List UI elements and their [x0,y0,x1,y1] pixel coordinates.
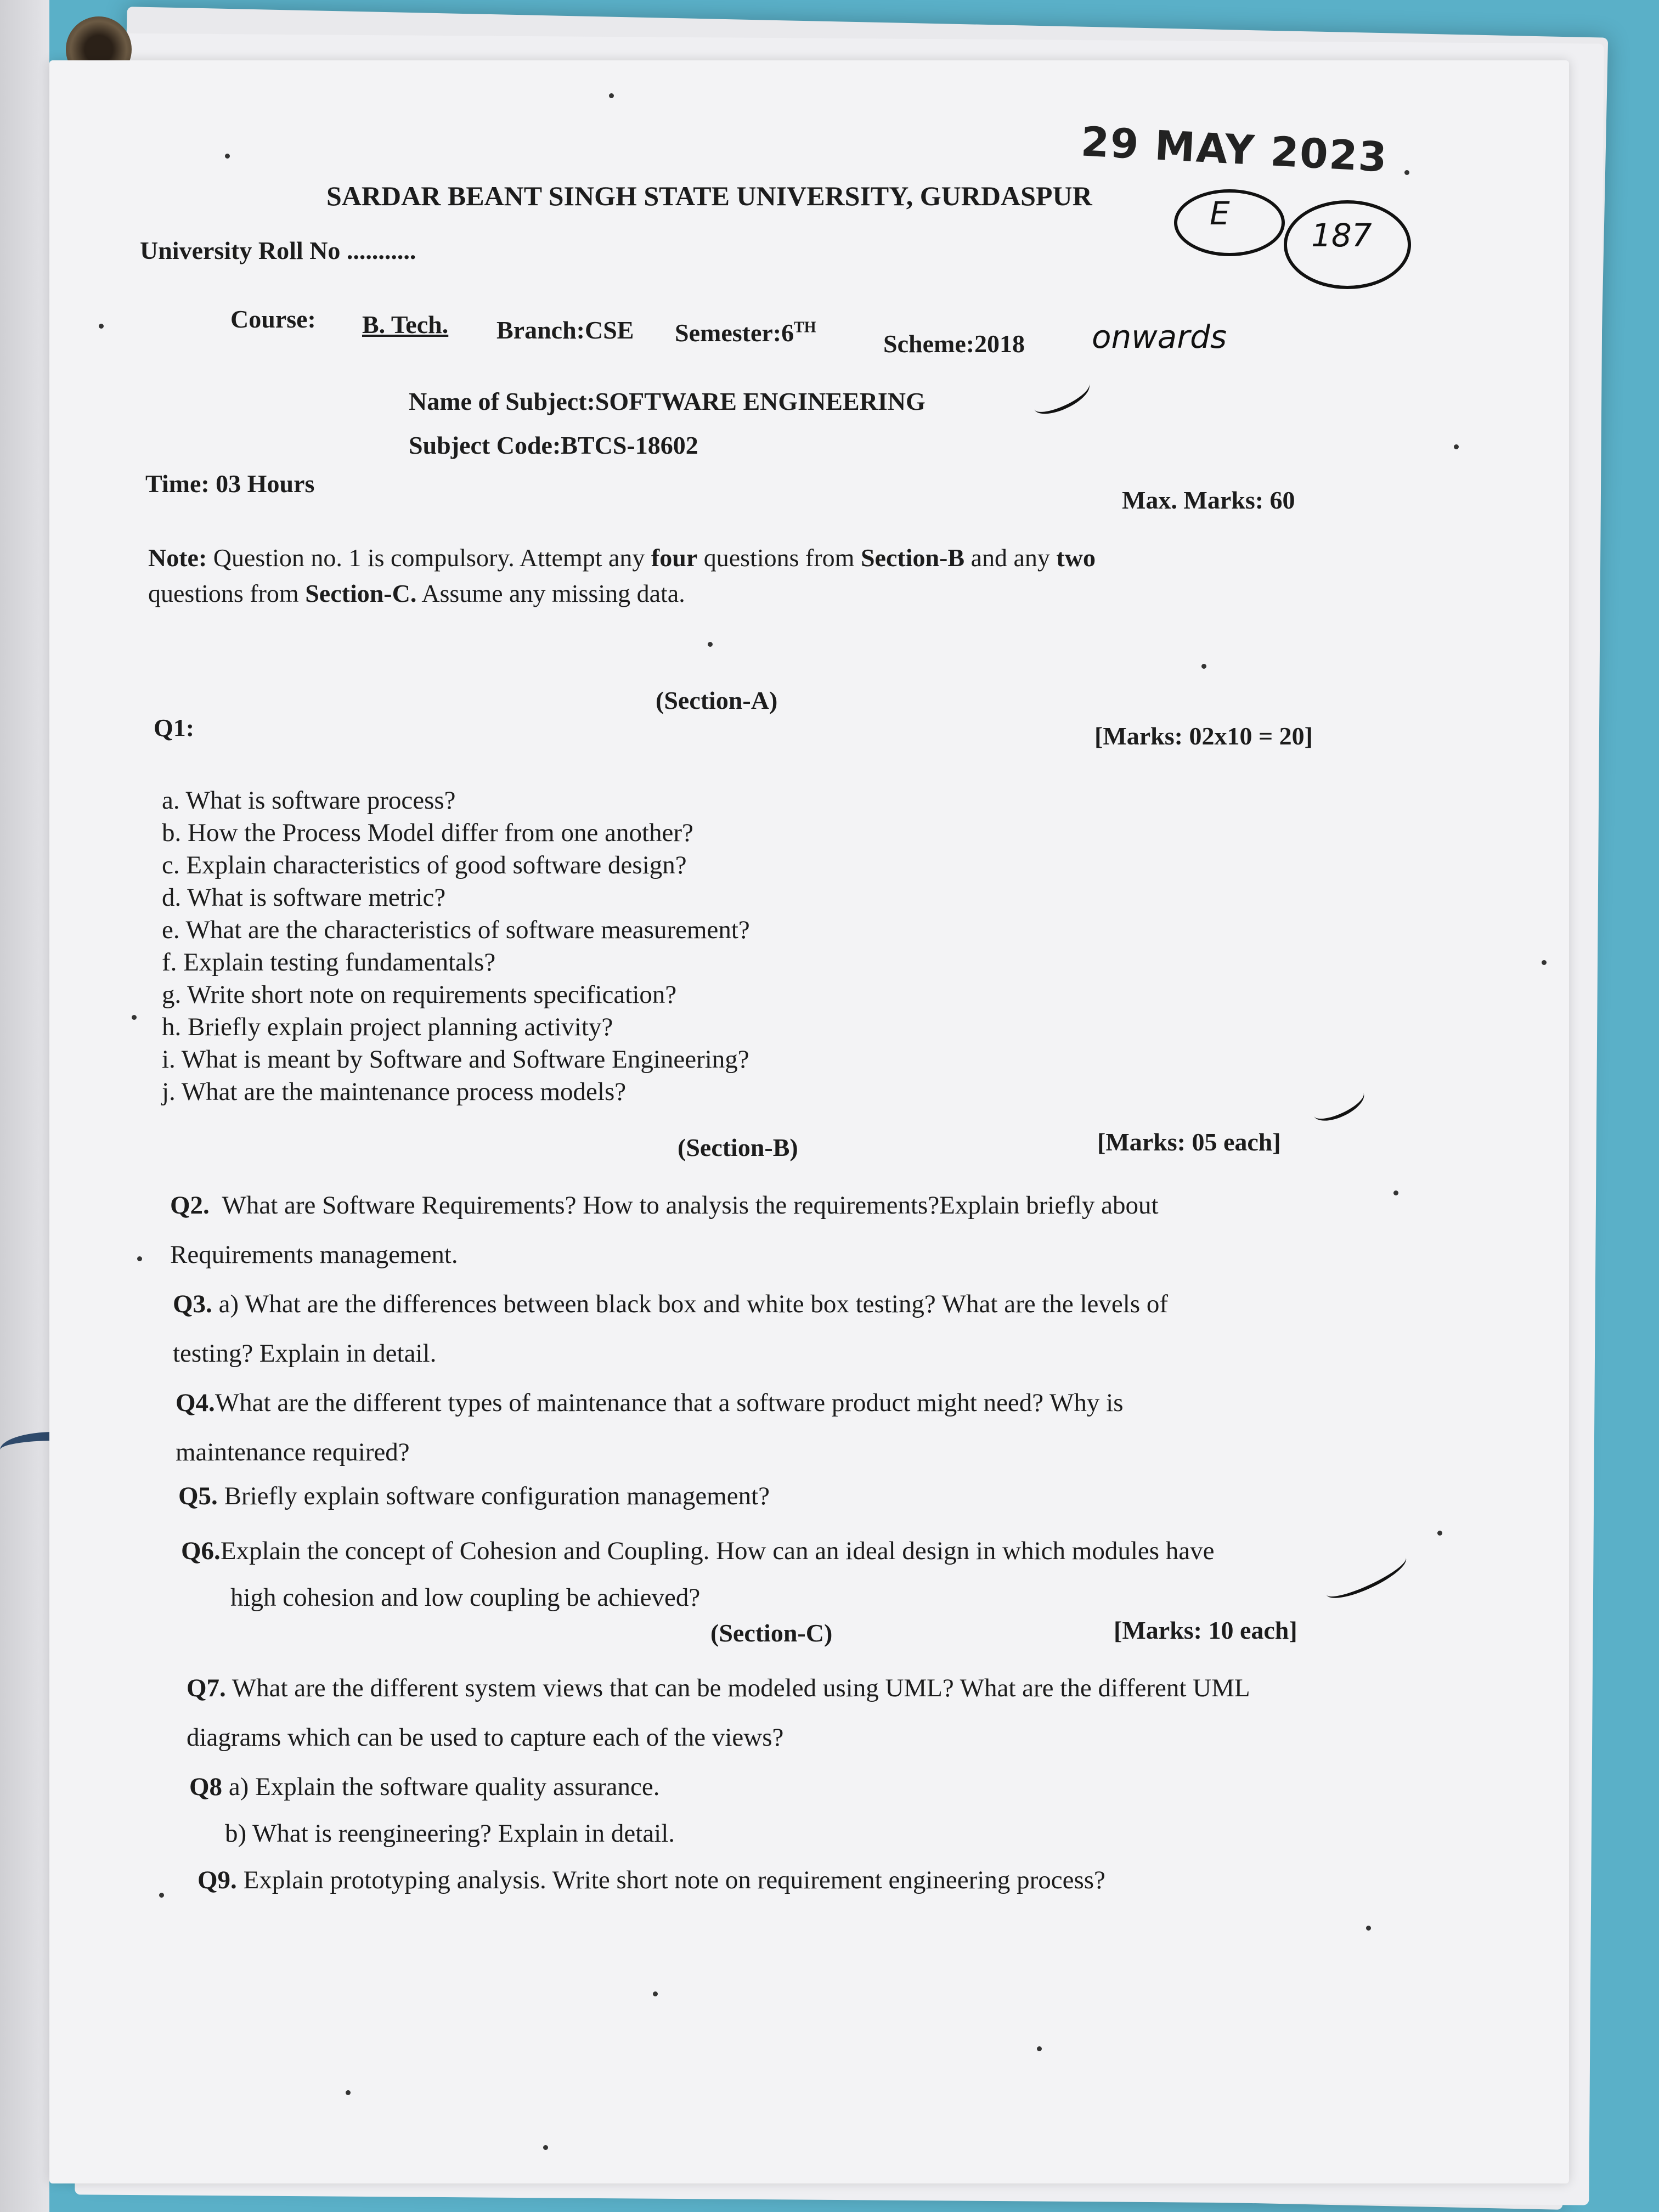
set-mark: E [1210,195,1230,232]
subject-code: Subject Code:BTCS-18602 [409,431,698,459]
speckle [653,1991,658,1996]
q6-line-2: high cohesion and low coupling be achieved? [230,1583,701,1612]
q8-text: a) Explain the software quality assurance. [228,1773,660,1801]
speckle [609,93,614,98]
exam-time: Time: 03 Hours [145,470,315,498]
q6-label: Q6. [181,1537,221,1565]
list-item: j. What are the maintenance process models? [162,1077,627,1106]
q8-label: Q8 [189,1773,223,1801]
course-label: Course: [230,305,316,333]
note-emphasis: four [651,544,698,572]
section-b-title: (Section-B) [678,1133,798,1161]
section-b-marks: [Marks: 05 each] [1097,1128,1281,1156]
q2-label: Q2. [170,1191,210,1220]
check-mark [1321,1546,1411,1606]
q4-label: Q4. [176,1389,215,1417]
q5-text: Briefly explain software configuration management? [224,1482,770,1510]
branch: Branch:CSE [496,316,634,344]
semester-text: Semester:6 [675,319,794,347]
q5-label: Q5. [178,1482,218,1510]
q3-line-1 [173,1289,1168,1319]
q7-line-1 [187,1673,1250,1703]
q2-text: What are Software Requirements? How to analysis the requirements?Explain briefly about [222,1191,1159,1220]
list-item: h. Briefly explain project planning activity? [162,1013,613,1041]
list-item: g. Write short note on requirements specification? [162,980,677,1009]
list-item: b. How the Process Model differ from one another? [162,819,693,847]
speckle [225,154,230,159]
roll-number: University Roll No ........... [140,236,416,264]
semester [675,318,816,347]
q4-line-1 [176,1388,1124,1418]
q6-text: Explain the concept of Cohesion and Coupling. How can an ideal design in which modules have [220,1537,1215,1565]
q8-line-1 [189,1772,659,1802]
q4-line-2: maintenance required? [176,1438,410,1466]
university-name: SARDAR BEANT SINGH STATE UNIVERSITY, GURDASPUR [326,180,1092,211]
q9-text: Explain prototyping analysis. Write short note on requirement engineering process? [243,1866,1105,1894]
note-text: questions from [148,579,299,607]
speckle [137,1256,142,1261]
speckle [132,1015,137,1020]
q2-line-1 [170,1190,1159,1220]
max-marks: Max. Marks: 60 [1122,486,1295,514]
q1-label: Q1: [154,714,195,742]
q6-line-1 [181,1536,1215,1566]
section-a-title: (Section-A) [656,686,778,714]
check-mark [1029,373,1094,421]
q8-line-2: b) What is reengineering? Explain in detail. [225,1819,675,1848]
section-c-marks: [Marks: 10 each] [1114,1616,1297,1644]
q3-text: a) What are the differences between black box and white box testing? What are the levels of [218,1290,1169,1318]
course-value: B. Tech. [362,311,449,338]
speckle [1366,1926,1371,1931]
q7-line-2: diagrams which can be used to capture each of the views? [187,1723,784,1752]
note-emphasis: two [1056,544,1096,572]
binder-edge [0,0,49,2212]
note-text: Assume any missing data. [421,579,685,607]
check-mark [1308,1081,1369,1127]
subject-name: Name of Subject:SOFTWARE ENGINEERING [409,387,926,415]
section-a-marks: [Marks: 02x10 = 20] [1094,722,1313,750]
scheme: Scheme:2018 [883,330,1025,358]
speckle [99,324,104,329]
q7-text: What are the different system views that can be modeled using UML? What are the different UML [232,1674,1250,1702]
q5-line-1 [178,1481,770,1511]
note-text: and any [970,544,1050,572]
q3-label: Q3. [173,1290,212,1318]
q2-line-2: Requirements management. [170,1240,458,1269]
note-text: Question no. 1 is compulsory. Attempt any [213,544,645,572]
q7-label: Q7. [187,1674,226,1702]
speckle [543,2145,548,2150]
note-text: questions from [703,544,855,572]
speckle [346,2090,351,2095]
speckle [708,642,713,647]
q3-line-2: testing? Explain in detail. [173,1339,437,1368]
speckle [1037,2046,1042,2051]
section-c-title: (Section-C) [710,1619,833,1647]
note-label: Note: [148,544,207,572]
semester-sup: TH [794,319,816,336]
note-line-1 [148,543,1096,572]
scheme-handwritten-note: onwards [1092,318,1227,356]
q1-list [162,785,750,1108]
speckle [1404,170,1409,175]
note-line-2 [148,579,685,608]
note-emphasis: Section-C. [305,579,417,607]
note-emphasis: Section-B [860,544,965,572]
circled-number: 187 [1311,217,1372,254]
q9-line-1 [198,1865,1105,1895]
speckle [1437,1531,1442,1536]
list-item: f. Explain testing fundamentals? [162,948,496,977]
speckle [1542,960,1547,965]
q9-label: Q9. [198,1866,237,1894]
list-item: a. What is software process? [162,786,456,815]
q4-text: What are the different types of maintenance that a software product might need? Why is [215,1389,1124,1417]
speckle [1393,1190,1398,1195]
speckle [1454,444,1459,449]
speckle [1201,664,1206,669]
speckle [159,1893,164,1898]
list-item: i. What is meant by Software and Software Engineering? [162,1045,749,1074]
date-stamp: 29 MAY 2023 [1080,118,1389,182]
question-paper [49,60,1569,2183]
list-item: d. What is software metric? [162,883,446,912]
list-item: c. Explain characteristics of good software design? [162,851,687,879]
list-item: e. What are the characteristics of software measurement? [162,916,750,944]
